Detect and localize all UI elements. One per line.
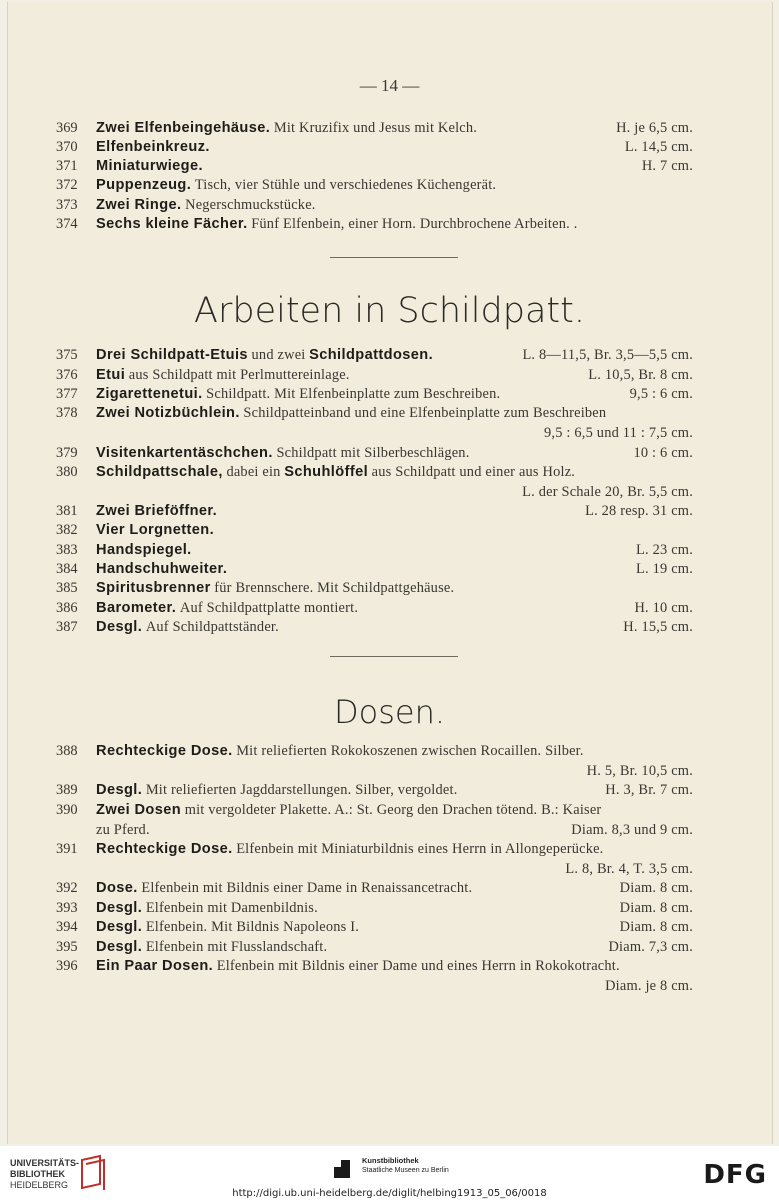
entry-description: Auf Schildpattständer.	[145, 619, 279, 635]
kunstbibliothek-logo-icon[interactable]	[332, 1158, 352, 1180]
entry-number: 373	[56, 197, 78, 213]
entry-title: Vier Lorgnetten.	[96, 522, 215, 538]
footer-bar	[0, 1146, 779, 1203]
entry-description: Mit reliefierten Rokokoszenen zwischen Rocaillen. Silber.	[236, 743, 584, 759]
catalog-entry	[0, 384, 779, 404]
entry-title: Handspiegel.	[96, 542, 192, 558]
entry-title: Zwei Brieföffner.	[96, 503, 218, 519]
catalog-entry	[0, 501, 779, 521]
entry-number: 379	[56, 445, 78, 461]
entry-number: 377	[56, 386, 78, 402]
entry-description: Elfenbein. Mit Bildnis Napoleons I.	[145, 919, 360, 935]
kb-subtitle: Staatliche Museen zu Berlin	[362, 1167, 449, 1174]
entry-dimensions: Diam. 8 cm.	[619, 919, 693, 935]
entry-number: 374	[56, 216, 78, 232]
entry-title: Schildpattschale,	[96, 464, 223, 480]
entry-dimensions: Diam. 7,3 cm.	[608, 939, 693, 955]
entry-number: 372	[56, 177, 78, 193]
dfg-logo[interactable]: DFG	[703, 1160, 767, 1190]
uni-line2: BIBLIOTHEK	[10, 1169, 65, 1179]
section-divider	[330, 656, 458, 657]
entry-number: 390	[56, 802, 78, 818]
entry-title-second: Schildpattdosen.	[309, 347, 434, 363]
catalog-entry	[0, 780, 779, 800]
entry-description: Elfenbein mit Bildnis einer Dame und eines Herrn in Rokokotracht.	[216, 958, 620, 974]
catalog-entry	[0, 195, 779, 215]
entry-title: Etui	[96, 367, 126, 383]
entry-title: Zwei Dosen	[96, 802, 182, 818]
entry-number: 378	[56, 405, 78, 421]
entry-title: Sechs kleine Fächer.	[96, 216, 248, 232]
entry-description: Mit Kruzifix und Jesus mit Kelch.	[273, 120, 478, 136]
entry-number: 371	[56, 158, 78, 174]
entry-number: 384	[56, 561, 78, 577]
entry-description: Elfenbein mit Bildnis einer Dame in Renaissancetracht.	[141, 880, 473, 896]
entry-dimensions: Diam. 8,3 und 9 cm.	[571, 822, 693, 838]
catalog-entry	[0, 617, 779, 637]
entry-title: Desgl.	[96, 919, 143, 935]
entry-title: Zwei Ringe.	[96, 197, 182, 213]
entry-description: Schildpatt mit Silberbeschlägen.	[276, 445, 470, 461]
entry-number: 383	[56, 542, 78, 558]
entry-description-rest: aus Schildpatt und einer aus Holz.	[371, 464, 576, 480]
entry-description: mit vergoldeter Plakette. A.: St. Georg den Drachen tötend. B.: Kaiser	[184, 802, 602, 818]
entry-title: Ein Paar Dosen.	[96, 958, 214, 974]
entry-description: Fünf Elfenbein, einer Horn. Durchbrochene Arbeiten. .	[251, 216, 578, 232]
entry-dimensions: 9,5 : 6 cm.	[629, 386, 693, 402]
catalog-entry	[0, 878, 779, 898]
entry-description: dabei ein	[226, 464, 281, 480]
entry-number: 391	[56, 841, 78, 857]
entry-dimensions: H. 7 cm.	[641, 158, 693, 174]
catalog-entry	[0, 365, 779, 385]
entry-description: Mit reliefierten Jagddarstellungen. Silber, vergoldet.	[145, 782, 458, 798]
entry-title: Spiritusbrenner	[96, 580, 211, 596]
entry-description: Schildpatt. Mit Elfenbeinplatte zum Beschreiben.	[206, 386, 501, 402]
catalog-entry	[0, 443, 779, 463]
entry-dimensions: L. 8, Br. 4, T. 3,5 cm.	[565, 861, 693, 877]
catalog-entry	[0, 898, 779, 918]
catalog-entry	[0, 118, 779, 138]
entry-title: Barometer.	[96, 600, 177, 616]
catalog-entry	[0, 345, 779, 365]
entry-title: Miniaturwiege.	[96, 158, 203, 174]
entry-description: Schildpatteinband und eine Elfenbeinplatte zum Beschreiben	[243, 405, 607, 421]
entry-number: 389	[56, 782, 78, 798]
entry-number: 392	[56, 880, 78, 896]
entry-number: 386	[56, 600, 78, 616]
entry-title: Desgl.	[96, 619, 143, 635]
catalog-entry	[0, 937, 779, 957]
catalog-entry	[0, 540, 779, 560]
section-divider	[330, 257, 458, 258]
entry-dimensions: Diam. je 8 cm.	[605, 978, 693, 994]
entry-number: 395	[56, 939, 78, 955]
entry-title: Desgl.	[96, 939, 143, 955]
entry-title: Drei Schildpatt-Etuis	[96, 347, 248, 363]
entry-description: Auf Schildpattplatte montiert.	[179, 600, 359, 616]
entry-dimensions: H. 5, Br. 10,5 cm.	[586, 763, 693, 779]
entry-number: 380	[56, 464, 78, 480]
catalog-entry	[0, 175, 779, 195]
catalog-entry	[0, 403, 779, 423]
catalog-entry	[0, 917, 779, 937]
entry-number: 393	[56, 900, 78, 916]
entry-number: 396	[56, 958, 78, 974]
kunstbibliothek-text	[362, 1156, 449, 1175]
entry-dimensions: H. 3, Br. 7 cm.	[605, 782, 693, 798]
catalog-entry	[0, 839, 779, 859]
entry-description: Elfenbein mit Damenbildnis.	[145, 900, 318, 916]
entry-dimensions: Diam. 8 cm.	[619, 900, 693, 916]
entry-dimensions: H. 10 cm.	[634, 600, 693, 616]
entry-title: Dose.	[96, 880, 138, 896]
catalog-entry	[0, 741, 779, 761]
catalog-entry	[0, 137, 779, 157]
entry-number: 370	[56, 139, 78, 155]
university-library-logo-icon[interactable]	[80, 1154, 106, 1192]
entry-number: 385	[56, 580, 78, 596]
section-heading-dosen: Dosen.	[333, 693, 446, 731]
catalog-entry	[0, 559, 779, 579]
entry-description: Negerschmuckstücke.	[185, 197, 316, 213]
entry-title: Rechteckige Dose.	[96, 841, 233, 857]
entry-description: Tisch, vier Stühle und verschiedenes Küchengerät.	[194, 177, 497, 193]
entry-description: und zwei	[251, 347, 306, 363]
entry-title: Desgl.	[96, 900, 143, 916]
entry-title: Zigarettenetui.	[96, 386, 203, 402]
catalog-entry	[0, 156, 779, 176]
entry-dimensions: H. je 6,5 cm.	[616, 120, 693, 136]
entry-dimensions: L. 8—11,5, Br. 3,5—5,5 cm.	[522, 347, 693, 363]
entry-title: Desgl.	[96, 782, 143, 798]
entry-title: Handschuhweiter.	[96, 561, 228, 577]
entry-description: Elfenbein mit Flusslandschaft.	[145, 939, 328, 955]
entry-dimensions: L. 10,5, Br. 8 cm.	[588, 367, 693, 383]
page-number: — 14 —	[359, 76, 420, 95]
uni-line1: UNIVERSITÄTS-	[10, 1158, 80, 1168]
university-library-logo-text[interactable]	[10, 1158, 79, 1191]
entry-dimensions: L. 19 cm.	[636, 561, 693, 577]
entry-description: für Brennschere. Mit Schildpattgehäuse.	[214, 580, 455, 596]
entry-dimensions: L. der Schale 20, Br. 5,5 cm.	[522, 484, 693, 500]
entry-number: 369	[56, 120, 78, 136]
kb-name: Kunstbibliothek	[362, 1156, 419, 1165]
catalog-entry	[0, 598, 779, 618]
section-heading-schildpatt: Arbeiten in Schildpatt.	[194, 291, 585, 331]
entry-number: 381	[56, 503, 78, 519]
catalog-entry	[0, 956, 779, 976]
entry-description: aus Schildpatt mit Perlmuttereinlage.	[128, 367, 350, 383]
catalog-entry	[0, 800, 779, 820]
uni-line3: HEIDELBERG	[10, 1180, 69, 1190]
entry-dimensions: 10 : 6 cm.	[633, 445, 693, 461]
entry-title: Rechteckige Dose.	[96, 743, 233, 759]
entry-title: Elfenbeinkreuz.	[96, 139, 210, 155]
entry-number: 388	[56, 743, 78, 759]
entry-dimensions: L. 28 resp. 31 cm.	[585, 503, 693, 519]
entry-number: 394	[56, 919, 78, 935]
entry-title: Zwei Notizbüchlein.	[96, 405, 240, 421]
entry-title-second: Schuhlöffel	[284, 464, 369, 480]
entry-title: Puppenzeug.	[96, 177, 192, 193]
entry-dimensions: L. 23 cm.	[636, 542, 693, 558]
entry-dimensions: H. 15,5 cm.	[623, 619, 693, 635]
catalog-entry	[0, 462, 779, 482]
permalink-url[interactable]: http://digi.ub.uni-heidelberg.de/diglit/helbing1913_05_06/0018	[232, 1188, 547, 1199]
entry-title: Zwei Elfenbeingehäuse.	[96, 120, 271, 136]
entry-dimensions: L. 14,5 cm.	[624, 139, 693, 155]
entry-number: 387	[56, 619, 78, 635]
catalog-entry	[0, 214, 779, 234]
entry-number: 376	[56, 367, 78, 383]
entry-dimensions: 9,5 : 6,5 und 11 : 7,5 cm.	[544, 425, 693, 441]
catalog-entry	[0, 578, 779, 598]
entry-description: Elfenbein mit Miniaturbildnis eines Herrn in Allongeperücke.	[236, 841, 604, 857]
entry-number: 375	[56, 347, 78, 363]
entry-description-cont: zu Pferd.	[96, 822, 150, 838]
entry-number: 382	[56, 522, 78, 538]
entry-title: Visitenkartentäschchen.	[96, 445, 273, 461]
catalog-entry	[0, 520, 779, 540]
entry-dimensions: Diam. 8 cm.	[619, 880, 693, 896]
